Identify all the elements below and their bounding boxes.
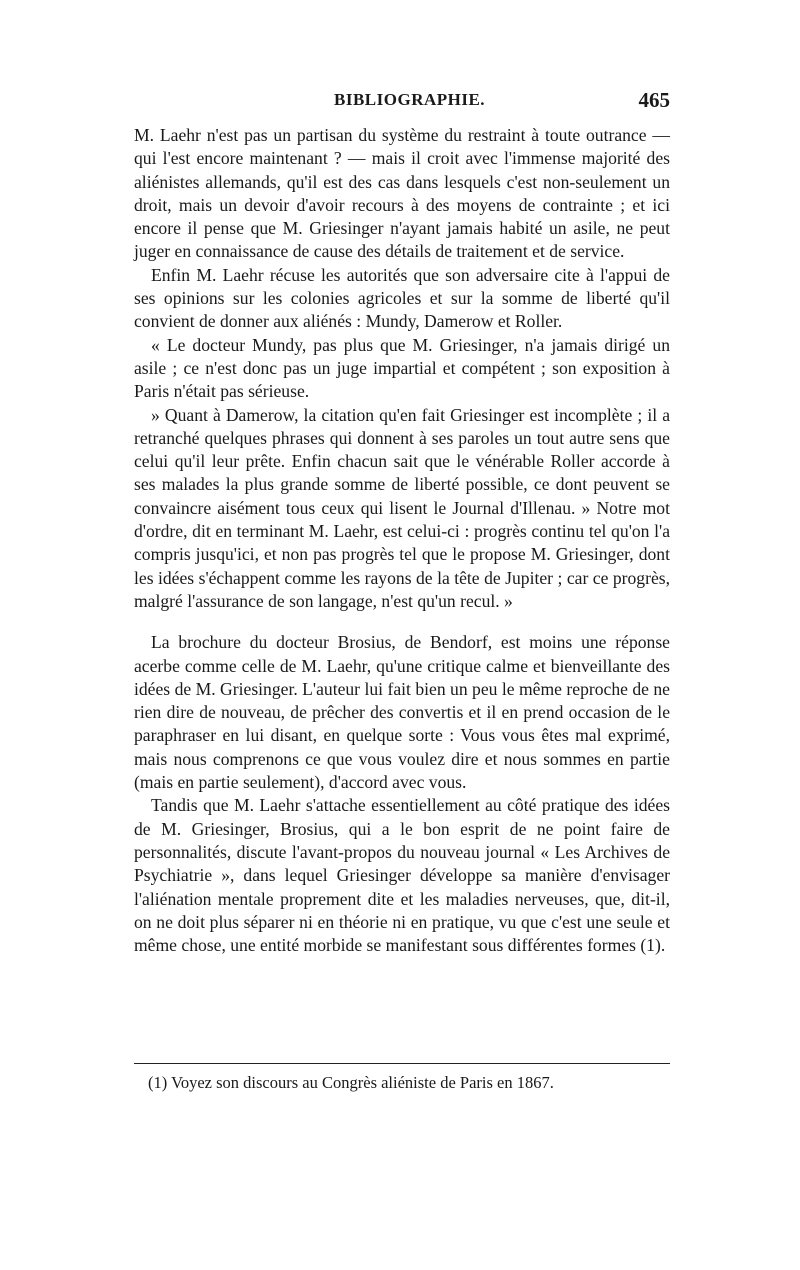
page-number: 465 bbox=[638, 88, 670, 112]
footnote: (1) Voyez son discours au Congrès aliéniste de Paris en 1867. bbox=[148, 1073, 554, 1092]
paragraph: » Quant à Damerow, la citation qu'en fait Griesinger est incomplète ; il a retranché quelques phrases qui donnent à ses paroles un tout autre sens que celui qu'il leur prête. Enfin chacun sait que le vénérable Roller accorde à ses malades la plus grande somme de liberté possible, ce dont peuvent se convaincre aisément tous ceux qui lisent le Journal d'Illenau. » Notre mot d'ordre, dit en terminant M. Laehr, est celui-ci : progrès continu tel qu'on l'a compris jusqu'ici, et non pas progrès tel que le propose M. Griesinger, dont les idées s'échappent comme les rayons de la tête de Jupiter ; car ce progrès, malgré l'assurance de son langage, n'est qu'un recul. » bbox=[134, 404, 670, 611]
paragraph: La brochure du docteur Brosius, de Bendorf, est moins une réponse acerbe comme celle de M. Laehr, qu'une critique calme et bienveillante des idées de M. Griesinger. L'auteur lui fait bien un peu le même reproche de ne rien dire de nouveau, de prêcher des convertis et il en prend occasion de le paraphraser en lui disant, en quelque sorte : Vous vous êtes mal exprimé, mais nous comprenons ce que vous voulez dire et nous sommes en partie (mais en partie seulement), d'accord avec vous. bbox=[134, 632, 670, 793]
paragraph: « Le docteur Mundy, pas plus que M. Griesinger, n'a jamais dirigé un asile ; ce n'est donc pas un juge impartial et compétent ; son exposition à Paris n'était pas sérieuse. bbox=[134, 334, 670, 402]
running-title: BIBLIOGRAPHIE. bbox=[334, 90, 486, 109]
page-header bbox=[134, 90, 670, 120]
paragraph: Tandis que M. Laehr s'attache essentiellement au côté pratique des idées de M. Griesinger, Brosius, qui a le bon esprit de ne point faire de personnalités, discute l'avant-propos du nouveau journal « Les Archives de Psychiatrie », dans lequel Griesinger développe sa manière d'envisager l'aliénation mentale proprement dite et les maladies nerveuses, que, dit-il, on ne doit plus séparer ni en théorie ni en pratique, vu que c'est une seule et même chose, une entité morbide se manifestant sous différentes formes (1). bbox=[134, 795, 670, 956]
footnote-rule bbox=[134, 1063, 670, 1064]
body-text bbox=[134, 124, 670, 957]
paragraph: Enfin M. Laehr récuse les autorités que son adversaire cite à l'appui de ses opinions sur les colonies agricoles et sur la somme de liberté qu'il convient de donner aux aliénés : Mundy, Damerow et Roller. bbox=[134, 264, 670, 332]
paragraph: M. Laehr n'est pas un partisan du système du restraint à toute outrance — qui l'est encore maintenant ? — mais il croit avec l'immense majorité des aliénistes allemands, qu'il est des cas dans lesquels c'est non-seulement un droit, mais un devoir d'avoir recours à des moyens de contrainte ; et ici encore il pense que M. Griesinger n'ayant jamais habité un asile, ne peut juger en connaissance de cause des détails de traitement et de service. bbox=[134, 125, 670, 262]
